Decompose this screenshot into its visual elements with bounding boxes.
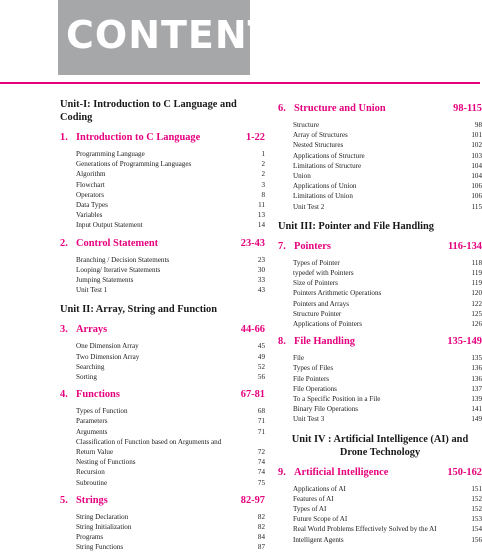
topic-title: Two Dimension Array — [76, 352, 140, 361]
left-column — [60, 98, 265, 559]
topic-row[interactable] — [60, 190, 265, 200]
topic-page: 106 — [471, 182, 482, 191]
chapter-pages: 67-81 — [240, 389, 265, 401]
topic-page: 104 — [471, 172, 482, 181]
topic-title: Searching — [76, 362, 105, 371]
topic-page: 98 — [474, 121, 482, 129]
topic-row[interactable] — [278, 319, 482, 329]
topic-page: 30 — [257, 265, 265, 274]
topic-title: Jumping Statements — [76, 276, 134, 285]
topic-page: 1 — [261, 150, 265, 158]
topic-page: 135 — [471, 354, 482, 363]
topic-title: Sorting — [76, 373, 97, 382]
chapter-pages: 150-162 — [447, 466, 482, 478]
topic-page: 151 — [471, 484, 482, 493]
topic-title: Applications of Structure — [293, 151, 365, 160]
topic-page: 82 — [257, 512, 265, 521]
chapter-name: Introduction to C Language — [76, 132, 201, 143]
topic-title: Types of Pointer — [293, 258, 340, 267]
topic-row[interactable] — [60, 220, 265, 230]
chapter-name: Artificial Intelligence — [294, 466, 389, 478]
chapter-pages: 98-115 — [453, 103, 482, 114]
unit-heading: Unit III: Pointer and File Handling — [278, 220, 434, 232]
topic-title: Algorithm — [76, 170, 106, 179]
topic-page: 136 — [471, 364, 482, 373]
chapter-block — [278, 240, 482, 329]
topic-page: 137 — [471, 384, 482, 393]
topic-row[interactable] — [278, 258, 482, 268]
topic-row[interactable] — [60, 352, 265, 362]
topic-row[interactable] — [60, 532, 265, 542]
topic-page: 33 — [257, 276, 265, 285]
topic-title: Pointers and Arrays — [293, 299, 349, 308]
topic-page: 152 — [471, 505, 482, 514]
chapter-heading[interactable] — [60, 388, 265, 401]
topic-row[interactable] — [60, 467, 265, 477]
topic-page: 74 — [257, 458, 265, 467]
topic-page: 56 — [257, 373, 265, 382]
chapter-pages: 135-149 — [447, 336, 482, 348]
topic-page: 3 — [261, 180, 265, 189]
chapter-heading[interactable] — [278, 102, 482, 115]
topic-page: 119 — [471, 279, 482, 288]
topic-page: 120 — [471, 289, 482, 298]
topic-title: Parameters — [76, 417, 108, 426]
right-column — [278, 98, 482, 551]
topic-page: 72 — [257, 448, 265, 457]
topic-page: 45 — [257, 342, 265, 351]
topic-row[interactable] — [278, 299, 482, 309]
chapter-number: 6. — [278, 103, 286, 114]
topic-page: 136 — [471, 374, 482, 383]
chapter-name: Functions — [76, 389, 120, 401]
topic-title: Data Types — [76, 201, 108, 210]
topic-title: Arguments — [76, 427, 108, 436]
topic-row[interactable] — [60, 275, 265, 285]
topic-row[interactable] — [60, 149, 265, 159]
chapter-title — [60, 494, 108, 507]
topic-title: Types of Files — [293, 364, 334, 373]
unit-heading: Unit-I: Introduction to C Language and Coding — [60, 99, 237, 123]
chapter-name: Control Statement — [76, 237, 159, 249]
topic-row[interactable] — [60, 285, 265, 295]
topic-row[interactable] — [60, 200, 265, 210]
topic-row[interactable] — [60, 437, 265, 457]
topic-page: 125 — [471, 309, 482, 318]
chapter-block — [278, 466, 482, 545]
topic-title: Pointers Arithmetic Operations — [293, 289, 382, 298]
chapter-heading[interactable] — [60, 131, 265, 144]
topic-page: 82 — [257, 523, 265, 532]
chapter-number: 4. — [60, 389, 68, 401]
topic-row[interactable] — [60, 427, 265, 437]
chapter-pages: 1-22 — [245, 132, 265, 143]
page-title: CONTENTS — [66, 13, 303, 57]
topic-page: 101 — [471, 131, 482, 140]
topic-page: 139 — [471, 395, 482, 404]
chapter-name: Pointers — [294, 240, 331, 252]
topic-title: Features of AI — [293, 494, 334, 503]
topic-title: Flowchart — [76, 180, 105, 189]
topic-title: Recursion — [76, 468, 105, 477]
chapter-heading[interactable] — [60, 237, 265, 250]
chapter-number: 3. — [60, 324, 68, 336]
topic-title: Limitations of Structure — [293, 161, 362, 170]
topic-row[interactable] — [278, 374, 482, 384]
topic-page: 149 — [471, 415, 482, 424]
topic-page: 141 — [471, 405, 482, 414]
topic-row[interactable] — [60, 512, 265, 522]
topic-title: Future Scope of AI — [293, 515, 348, 524]
chapter-number: 1. — [60, 132, 68, 143]
chapter-pages: 82-97 — [240, 494, 265, 506]
topic-page: 2 — [261, 160, 265, 169]
topic-row[interactable] — [278, 394, 482, 404]
topic-row[interactable] — [278, 414, 482, 424]
topic-page: 14 — [257, 221, 265, 230]
topic-title: Subroutine — [76, 478, 108, 487]
topic-title: To a Specific Position in a File — [293, 395, 381, 404]
chapter-name: Structure and Union — [294, 103, 386, 114]
chapter-number: 8. — [278, 336, 286, 348]
topic-row[interactable] — [278, 278, 482, 288]
topic-title: Applications of AI — [293, 484, 346, 493]
topic-page: 118 — [471, 258, 482, 267]
topic-page: 43 — [257, 286, 265, 295]
chapter-heading[interactable] — [278, 240, 482, 253]
chapter-block — [60, 237, 265, 296]
topic-title: Types of Function — [76, 407, 128, 416]
topic-page: 71 — [257, 427, 265, 436]
topic-title: File — [293, 354, 305, 363]
chapter-pages: 23-43 — [240, 237, 265, 249]
topic-title: Binary File Operations — [293, 405, 359, 414]
topic-title: Applications of Union — [293, 182, 357, 191]
topic-title: Classification of Function based on Arguments and Return Value — [76, 437, 222, 457]
topic-row[interactable] — [60, 210, 265, 220]
chapter-number: 2. — [60, 237, 68, 249]
topic-page: 104 — [471, 161, 482, 170]
topic-title: Nesting of Functions — [76, 458, 136, 467]
chapter-block — [60, 494, 265, 553]
topic-row[interactable] — [60, 255, 265, 265]
topic-page: 84 — [257, 533, 265, 542]
chapter-block — [60, 131, 265, 231]
topic-title: String Declaration — [76, 512, 129, 521]
topic-title: Nested Structures — [293, 141, 344, 150]
topic-row[interactable] — [278, 514, 482, 524]
topic-page: 13 — [257, 211, 265, 220]
topic-page: 8 — [261, 190, 265, 199]
topic-page: 2 — [261, 170, 265, 179]
topic-title: Generations of Programming Languages — [76, 160, 192, 169]
topic-title: Unit Test 2 — [293, 202, 325, 211]
chapter-title — [278, 335, 355, 348]
topic-row[interactable] — [278, 494, 482, 504]
topic-row[interactable] — [60, 362, 265, 372]
topic-page: 75 — [257, 478, 265, 487]
topic-title: String Initialization — [76, 523, 132, 532]
topic-row[interactable] — [60, 372, 265, 382]
chapter-pages: 44-66 — [240, 324, 265, 336]
topic-title: Unit Test 1 — [76, 286, 108, 295]
topic-title: Programs — [76, 533, 104, 542]
topic-page: 102 — [471, 141, 482, 150]
topic-row[interactable] — [278, 191, 482, 201]
topic-title: Limitations of Union — [293, 192, 353, 201]
topic-page: 11 — [258, 201, 265, 210]
topic-title: Unit Test 3 — [293, 415, 325, 424]
topic-row[interactable] — [60, 457, 265, 467]
chapter-block — [278, 335, 482, 424]
topic-title: Input Output Statement — [76, 221, 143, 230]
chapter-title — [60, 323, 107, 336]
chapter-heading[interactable] — [278, 335, 482, 348]
chapter-title — [60, 388, 120, 401]
topic-page: 153 — [471, 515, 482, 524]
chapter-name: Strings — [76, 494, 108, 506]
topic-title: Structure Pointer — [293, 309, 342, 318]
topic-page: 106 — [471, 192, 482, 201]
topic-row[interactable] — [278, 404, 482, 414]
topic-row[interactable] — [278, 524, 482, 534]
topic-page: 126 — [471, 320, 482, 329]
chapter-block — [60, 323, 265, 382]
topic-row[interactable] — [278, 363, 482, 373]
topic-title: typedef with Pointers — [293, 269, 354, 278]
topic-row[interactable] — [278, 535, 482, 545]
header-divider — [0, 82, 480, 84]
topic-row[interactable] — [278, 171, 482, 181]
topic-row[interactable] — [60, 542, 265, 552]
topic-row[interactable] — [60, 478, 265, 488]
chapter-number: 5. — [60, 494, 68, 506]
topic-title: One Dimension Array — [76, 342, 139, 351]
topic-title: Branching / Decision Statements — [76, 255, 170, 264]
topic-title: Structure — [293, 121, 320, 129]
topic-page: 71 — [257, 417, 265, 426]
topic-row[interactable] — [278, 161, 482, 171]
topic-page: 74 — [257, 468, 265, 477]
topic-page: 49 — [257, 352, 265, 361]
topic-title: Array of Structures — [293, 131, 348, 140]
chapter-heading[interactable] — [278, 466, 482, 479]
topic-title: File Pointers — [293, 374, 330, 383]
topic-title: Programming Language — [76, 150, 145, 158]
chapter-title — [60, 131, 200, 144]
topic-title: Operators — [76, 190, 104, 199]
topic-row[interactable] — [278, 181, 482, 191]
topic-page: 52 — [257, 362, 265, 371]
topic-page: 87 — [257, 543, 265, 552]
chapter-title — [60, 237, 158, 250]
topic-row[interactable] — [278, 130, 482, 140]
chapter-block — [60, 388, 265, 488]
chapter-heading[interactable] — [60, 323, 265, 336]
topic-row[interactable] — [60, 169, 265, 179]
chapter-block — [278, 102, 482, 212]
chapter-title — [278, 466, 388, 479]
topic-row[interactable] — [60, 416, 265, 426]
chapter-title — [278, 102, 386, 115]
topic-row[interactable] — [60, 522, 265, 532]
topic-title: Intelligent Agents — [293, 535, 344, 544]
topic-page: 122 — [471, 299, 482, 308]
topic-title: Union — [293, 172, 311, 181]
chapter-name: Arrays — [76, 324, 108, 336]
topic-title: Looping/ Iterative Statements — [76, 265, 161, 274]
topic-page: 119 — [471, 269, 482, 278]
topic-row[interactable] — [278, 202, 482, 212]
topic-row[interactable] — [60, 180, 265, 190]
topic-row[interactable] — [278, 504, 482, 514]
unit-heading: Unit IV : Artificial Intelligence (AI) and Drone Technology — [291, 433, 469, 458]
topic-page: 68 — [257, 407, 265, 416]
chapter-number: 7. — [278, 240, 286, 252]
topic-row[interactable] — [60, 341, 265, 351]
chapter-pages: 116-134 — [447, 240, 482, 252]
topic-title: Applications of Pointers — [293, 320, 362, 329]
chapter-number: 9. — [278, 466, 286, 478]
topic-row[interactable] — [60, 159, 265, 169]
topic-page: 23 — [257, 255, 265, 264]
topic-row[interactable] — [60, 406, 265, 416]
topic-row[interactable] — [278, 151, 482, 161]
topic-title: Variables — [76, 211, 103, 220]
topic-title: Real World Problems Effectively Solved by the AI — [293, 525, 437, 534]
topic-page: 115 — [471, 202, 482, 211]
topic-title: String Functions — [76, 543, 124, 552]
topic-row[interactable] — [278, 140, 482, 150]
topic-row[interactable] — [278, 120, 482, 130]
topic-row[interactable] — [278, 484, 482, 494]
topic-page: 152 — [471, 494, 482, 503]
topic-row[interactable] — [278, 268, 482, 278]
topic-title: Size of Pointers — [293, 279, 338, 288]
topic-page: 103 — [471, 151, 482, 160]
topic-row[interactable] — [60, 265, 265, 275]
chapter-title — [278, 240, 331, 253]
topic-row[interactable] — [278, 353, 482, 363]
topic-row[interactable] — [278, 309, 482, 319]
topic-page: 154 — [471, 525, 482, 534]
chapter-name: File Handling — [294, 336, 355, 348]
topic-title: Types of AI — [293, 505, 327, 514]
unit-heading: Unit II: Array, String and Function — [60, 304, 218, 316]
chapter-heading[interactable] — [60, 494, 265, 507]
topic-page: 156 — [471, 535, 482, 544]
topic-row[interactable] — [278, 288, 482, 298]
topic-title: File Operations — [293, 384, 337, 393]
topic-row[interactable] — [278, 384, 482, 394]
